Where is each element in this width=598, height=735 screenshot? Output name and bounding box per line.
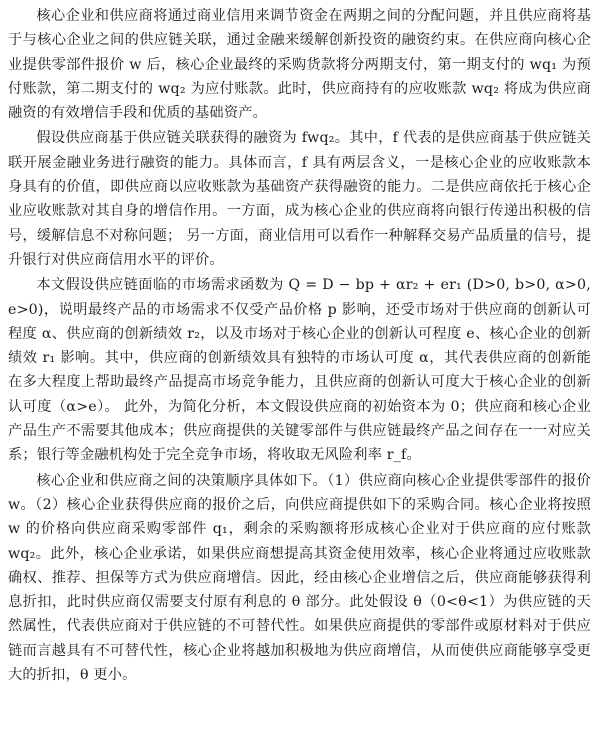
paragraph-financing-ability: 假设供应商基于供应链关联获得的融资为 fwq₂。其中，f 代表的是供应商基于供应链关联开展金融业务进行融资的能力。具体而言，f 具有两层含义，一是核心企业的应收账款本身具有的价值，即供应商以应收账款为基础资产获得融资的能力。二是供应商依托于核心企业应收账款对其自身的增信作用。一方面，成为核心企业的供应商将向银行传递出积极的信号，缓解信息不对称问题； 另一方面，商业信用可以看作一种解释交易产品质量的信号，提升银行对供应商信用水平的评价。 (8, 130, 591, 268)
paragraph-trade-credit: 核心企业和供应商将通过商业信用来调节资金在两期之间的分配问题，并且供应商将基于与核心企业之间的供应链关联，通过金融来缓解创新投资的融资约束。在供应商向核心企业提供零部件报价 w 后，核心企业最终的采购货款将分两期支付，第一期支付的 wq₁ 为预付账款，第二期支付的 wq₂ 为应付账款。此时，供应商持有的应收账款 wq₂ 将成为供应商融资的有效增信手段和优质的基础资产。 (8, 8, 591, 122)
paragraph-decision-sequence: 核心企业和供应商之间的决策顺序具体如下。（1）供应商向核心企业提供零部件的报价 w。（2）核心企业获得供应商的报价之后，向供应商提供如下的采购合同。核心企业将按照 w 的价格向供应商采购零部件 q₁，剩余的采购额将形成核心企业对于供应商的应付账款 wq₂。此外，核心企业承诺，如果供应商想提高其资金使用效率，核心企业将通过应收账款确权、推荐、担保等方式为供应商增信。因此，经由核心企业增信之后，供应商能够获得利息折扣，此时供应商仅需要支付原有利息的 θ 部分。此处假设 θ（0<θ<1）为供应链的天然属性，代表供应商对于供应链的不可替代性。如果供应商提供的零部件或原材料对于供应链而言越具有不可替代性，核心企业将越加积极地为供应商增信，从而使供应商能够享受更大的折扣，θ 更小。 (8, 472, 591, 684)
paragraph-demand-function: 本文假设供应链面临的市场需求函数为 Q = D − bp + αr₂ + er₁ (D>0, b>0, α>0, e>0)，说明最终产品的市场需求不仅受产品价格 p 影响，还受市场对于供应商的创新认可程度 α、供应商的创新绩效 r₂，以及市场对于核心企业的创新认可程度 e、核心企业的创新绩效 r₁ 影响。其中，供应商的创新绩效具有独特的市场认可度 α，其代表供应商的创新能在多大程度上帮助最终产品提高市场竞争能力，且供应商的创新认可度大于核心企业的创新认可度（α>e）。 此外，为简化分析，本文假设供应商的初始资本为 0；供应商和核心企业产品生产不需要其他成本；供应商提供的关键零部件与供应链最终产品之间存在一一对应关系；银行等金融机构处于完全竞争市场，将收取无风险利率 r_f。 (8, 277, 591, 464)
